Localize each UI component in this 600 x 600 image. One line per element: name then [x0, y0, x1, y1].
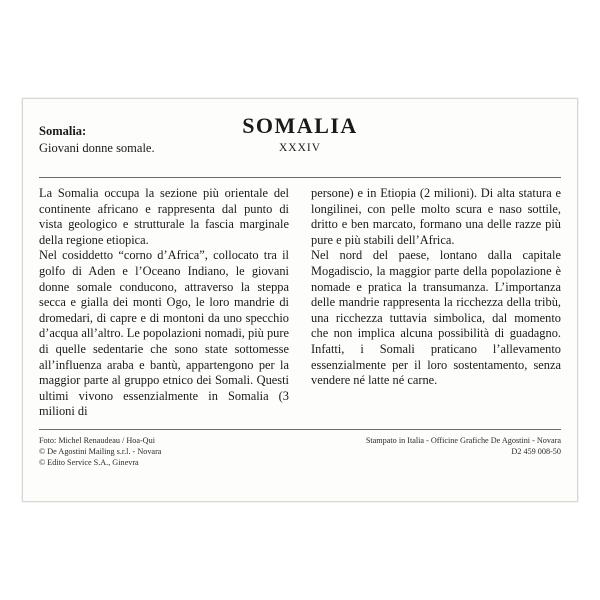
credit-line: © Edito Service S.A., Ginevra [39, 457, 139, 467]
credit-line: © De Agostini Mailing s.r.l. - Novara [39, 446, 162, 456]
card-content [39, 113, 561, 489]
page-subtitle: XXXIV [278, 142, 322, 154]
top-divider [39, 177, 561, 178]
credit-line: Foto: Michel Renaudeau / Hoa-Qui [39, 435, 155, 445]
paragraph: persone) e in Etiopia (2 milioni). Di alta statura e longilinei, con pelle molto scura e naso sottile, dritto e ben marcato, formano una delle razze più pure e più stabili dell’Africa. [311, 186, 561, 247]
postcard-back [22, 98, 578, 502]
body-column-left [39, 186, 289, 420]
card-footer [39, 435, 561, 468]
print-line: Stampato in Italia - Officine Grafiche De Agostini - Novara [365, 435, 561, 445]
paragraph: La Somalia occupa la sezione più orientale del continente africano e rappresenta dal punto di vista geologico e strutturale la fascia marginale della regione etiopica. [39, 186, 289, 247]
caption-text: Giovani donne somale. [39, 141, 155, 155]
paragraph: Nel nord del paese, lontano dalla capitale Mogadiscio, la maggior parte della popolazione è nomade e pratica la transumanza. L’importanza delle mandrie rappresenta la ricchezza della tribù, una ricchezza tuttavia simbolica, dal momento che non implica alcuna possibilità di guadagno. Infatti, i Somali praticano l’allevamento essenzialmente per il loro sostentamento, senza vendere né latte né carne. [311, 248, 561, 388]
bottom-divider [39, 429, 561, 430]
title-block [39, 113, 561, 156]
credits-right [366, 435, 561, 457]
body-columns [39, 186, 561, 420]
paragraph: Nel cosiddetto “corno d’Africa”, collocato tra il golfo di Aden e l’Oceano Indiano, le giovani donne somale conducono, attraverso la steppa secca e gialla dei monti Ogo, le loro mandrie di dromedari, di capre e di montoni da uno specchio d’acqua all’altro. Le popolazioni nomadi, più pure di quelle sedentarie che sono state sottomesse all’influenza araba e bantù, appartengono per la maggior parte al gruppo etnico dei Somali. Questi ultimi vivono essenzialmente in Somalia (3 milioni di [39, 248, 289, 419]
credits-left [39, 435, 352, 468]
card-header [39, 113, 561, 171]
catalog-code: D2 459 008-50 [511, 446, 561, 456]
caption-label: Somalia: [39, 124, 87, 138]
body-column-right [311, 186, 561, 389]
page-title: SOMALIA [242, 113, 358, 138]
